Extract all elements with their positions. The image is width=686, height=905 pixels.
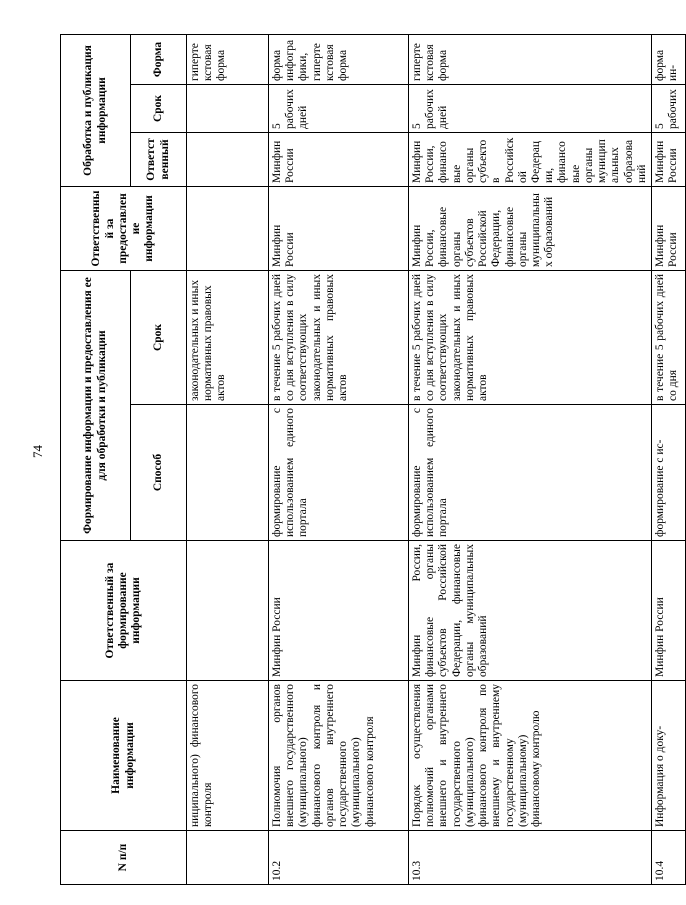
cell-proc-term bbox=[187, 85, 269, 133]
header-method: Способ bbox=[131, 405, 187, 541]
header-term: Срок bbox=[131, 271, 187, 405]
cell-proc-form: гипертекстовая форма bbox=[187, 34, 269, 84]
cell-term: в течение 5 рабочих дней со дня bbox=[651, 271, 685, 405]
cell-proc-form: форма инфографики, гипертекстовая форма bbox=[269, 34, 409, 84]
cell-proc-resp bbox=[187, 133, 269, 187]
cell-num: 10.4 bbox=[651, 831, 685, 885]
cell-name: Полномочия органов внешнего государственного (муниципального) финансового контроля и органов внутреннего государственного (муниципального) финансового контроля bbox=[269, 681, 409, 831]
cell-proc-term: 5 рабочих дней bbox=[409, 85, 652, 133]
table-row bbox=[187, 34, 269, 884]
cell-resp-provide: Минфин России bbox=[651, 187, 685, 271]
cell-name: Информация о доку- bbox=[651, 681, 685, 831]
table-row bbox=[269, 34, 409, 884]
cell-proc-resp: Минфин России, финансовые органы субъектов Российской Федерации, финансовые органы муниципальных образований bbox=[409, 133, 652, 187]
header-proc-group: Обработка и публикация информации bbox=[61, 34, 131, 186]
header-resp-provide: Ответственный за предоставление информации bbox=[61, 187, 187, 271]
header-resp-form: Ответственный за формирование информации bbox=[61, 541, 187, 681]
cell-num: 10.2 bbox=[269, 831, 409, 885]
cell-resp-form bbox=[187, 541, 269, 681]
cell-resp-form: Минфин России, финансовые органы субъектов Российской Федерации, финансовые органы муниципальных образований bbox=[409, 541, 652, 681]
cell-proc-resp: Минфин России bbox=[269, 133, 409, 187]
cell-num bbox=[187, 831, 269, 885]
header-proc-term: Срок bbox=[131, 85, 187, 133]
rotated-table-container bbox=[60, 35, 680, 885]
cell-proc-form: гипертекстовая форма bbox=[409, 34, 652, 84]
cell-term: в течение 5 рабочих дней со дня вступления в силу соответствующих законодательных и иных нормативных правовых актов bbox=[409, 271, 652, 405]
cell-proc-resp: Минфин России bbox=[651, 133, 685, 187]
cell-proc-term: 5 рабочих bbox=[651, 85, 685, 133]
page-number: 74 bbox=[30, 445, 45, 458]
cell-method: формирование с использованием единого портала bbox=[409, 405, 652, 541]
information-table bbox=[60, 34, 686, 885]
cell-method bbox=[187, 405, 269, 541]
cell-resp-form: Минфин России bbox=[269, 541, 409, 681]
header-name: Наименование информации bbox=[61, 681, 187, 831]
cell-method: формирование с ис- bbox=[651, 405, 685, 541]
cell-name: ниципального) финансового контроля bbox=[187, 681, 269, 831]
header-proc-form: Форма bbox=[131, 34, 187, 84]
cell-name: Порядок осуществления полномочий органами внешнего и внутреннего государственного (муниципального) финансового контроля по внешнему и внутреннему государственному (муниципальному) финансовому контролю bbox=[409, 681, 652, 831]
header-form-group: Формирование информации и предоставления ее для обработки и публикации bbox=[61, 271, 131, 541]
cell-num: 10.3 bbox=[409, 831, 652, 885]
table-row bbox=[409, 34, 652, 884]
table-row bbox=[651, 34, 685, 884]
cell-method: формирование с использованием единого портала bbox=[269, 405, 409, 541]
cell-resp-provide bbox=[187, 187, 269, 271]
cell-resp-provide: Минфин России bbox=[269, 187, 409, 271]
cell-proc-form: форма ин- bbox=[651, 34, 685, 84]
cell-resp-form: Минфин России bbox=[651, 541, 685, 681]
header-num: N п/п bbox=[61, 831, 187, 885]
cell-resp-provide: Минфин России, финансовые органы субъектов Российской Федерации, финансовые органы муниципальных образований bbox=[409, 187, 652, 271]
cell-proc-term: 5 рабочих дней bbox=[269, 85, 409, 133]
cell-term: законодательных и иных нормативных правовых актов bbox=[187, 271, 269, 405]
cell-term: в течение 5 рабочих дней со дня вступления в силу соответствующих законодательных и иных нормативных правовых актов bbox=[269, 271, 409, 405]
header-proc-resp: Ответственный bbox=[131, 133, 187, 187]
